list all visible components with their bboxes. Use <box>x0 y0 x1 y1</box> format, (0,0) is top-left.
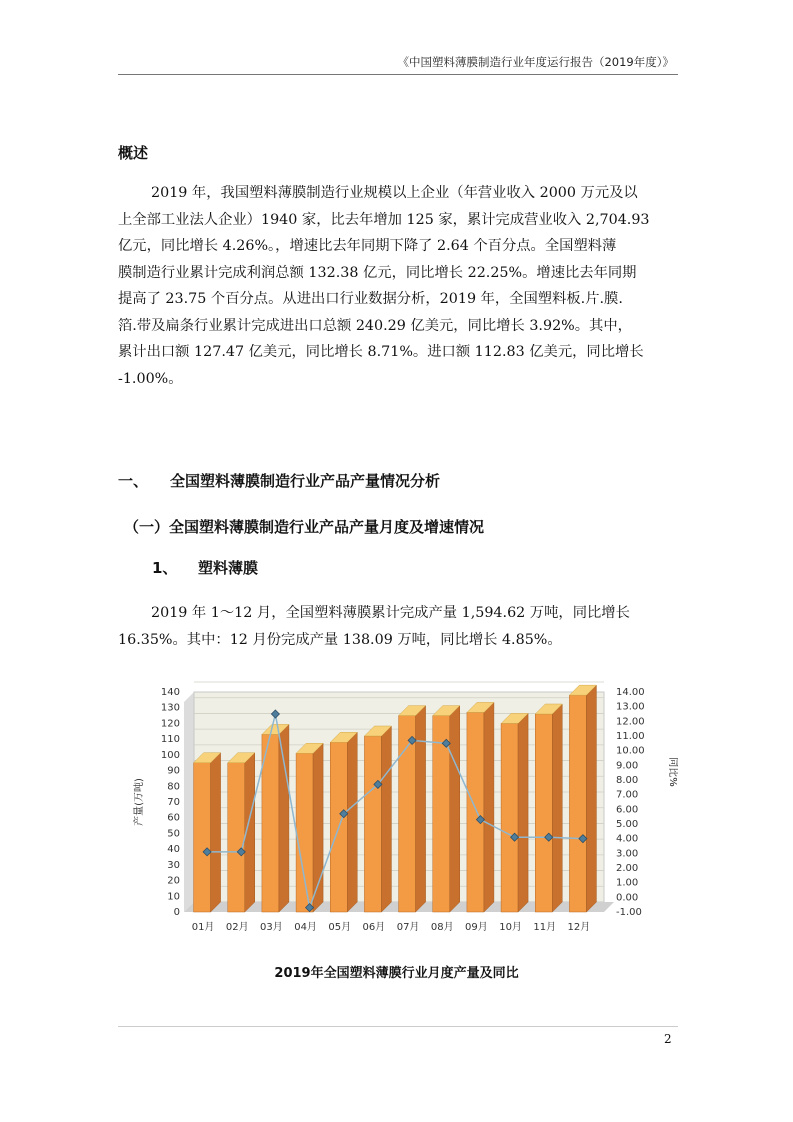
y-tick-label: 100 <box>160 749 180 761</box>
bar-side <box>552 704 562 912</box>
y2-tick-label: 2.00 <box>616 863 639 874</box>
y2-tick-label: 6.00 <box>616 804 639 816</box>
x-tick-label: 02月 <box>225 922 249 933</box>
section-title: 全国塑料薄膜制造行业产品产量情况分析 <box>170 472 441 490</box>
bar <box>228 763 245 912</box>
y-tick-label: 0 <box>173 907 180 918</box>
monthly-output-chart <box>118 680 678 942</box>
subsubsection-number: 1、 <box>152 559 178 577</box>
bar-side <box>586 685 596 912</box>
y-tick-label: 70 <box>167 797 180 808</box>
paragraph-line: 提高了 23.75 个百分点。从进出口行业数据分析，2019 年，全国塑料板.片.膜. <box>118 291 623 307</box>
y-tick-label: 20 <box>167 875 180 887</box>
y-axis-title: 产量(万吨) <box>134 778 145 826</box>
y-tick-label: 130 <box>160 702 180 714</box>
x-tick-label: 07月 <box>396 922 420 933</box>
overview-paragraph <box>118 180 678 392</box>
y2-tick-label: 10.00 <box>616 745 645 757</box>
paragraph-line: 2019 年 1～12 月，全国塑料薄膜累计完成产量 1,594.62 万吨，同比增长 <box>151 605 630 621</box>
y2-tick-label: 5.00 <box>616 819 639 830</box>
y2-tick-label: 7.00 <box>616 789 639 801</box>
y2-tick-label: -1.00 <box>616 907 642 918</box>
paragraph-line: 箔.带及扁条行业累计完成进出口总额 240.29 亿美元，同比增长 3.92%。其中， <box>118 317 632 334</box>
subsection-heading: （一）全国塑料薄膜制造行业产品产量月度及增速情况 <box>124 518 485 536</box>
x-tick-label: 06月 <box>362 922 386 933</box>
section-number: 一、 <box>118 472 149 490</box>
bar <box>535 714 552 912</box>
x-tick-label: 12月 <box>567 922 591 933</box>
paragraph-line: 16.35%。其中：12 月份完成产量 138.09 万吨，同比增长 4.85%。 <box>118 631 562 648</box>
overview-heading: 概述 <box>118 144 149 162</box>
y-tick-label: 40 <box>167 844 180 856</box>
x-tick-label: 09月 <box>465 922 488 933</box>
y2-tick-label: 12.00 <box>616 716 645 728</box>
paragraph-line: 亿元，同比增长 4.26%。，增速比去年同期下降了 2.64 个百分点。全国塑料薄 <box>118 238 617 254</box>
y2-tick-label: 1.00 <box>616 877 639 889</box>
header-title: 《中国塑料薄膜制造行业年度运行报告（2019年度）》 <box>397 55 674 69</box>
section-heading <box>118 470 440 491</box>
bar-side <box>313 743 323 912</box>
x-tick-label: 03月 <box>260 922 283 933</box>
bar <box>194 763 211 912</box>
x-tick-label: 11月 <box>533 922 557 933</box>
paragraph-line: 上全部工业法人企业）1940 家，比去年增加 125 家，累计完成营业收入 2,704.93 <box>118 211 650 228</box>
y-tick-label: 10 <box>167 891 180 903</box>
x-tick-label: 10月 <box>499 922 522 933</box>
x-tick-label: 01月 <box>191 922 215 933</box>
paragraph-line: -1.00%。 <box>118 370 183 387</box>
y-tick-label: 80 <box>167 781 180 793</box>
chart-left-wall <box>184 692 194 912</box>
bar-side <box>416 706 426 912</box>
bar-side <box>518 713 528 912</box>
y-tick-label: 90 <box>167 765 180 777</box>
bar <box>399 716 416 912</box>
paragraph-line: 膜制造行业累计完成利润总额 132.38 亿元，同比增长 22.25%。增速比去年同期 <box>118 264 637 281</box>
y-tick-label: 110 <box>160 734 180 746</box>
bar <box>569 695 586 912</box>
bar-side <box>381 726 391 912</box>
bar <box>467 712 484 912</box>
y2-tick-label: 8.00 <box>616 775 639 786</box>
y-tick-label: 50 <box>167 828 180 840</box>
y2-tick-label: 13.00 <box>616 701 645 713</box>
bar-side <box>484 702 494 912</box>
paragraph-line: 累计出口额 127.47 亿美元，同比增长 8.71%。进口额 112.83 亿美元，同比增长 <box>118 344 644 360</box>
y-tick-label: 140 <box>160 687 180 698</box>
x-tick-label: 04月 <box>294 922 317 933</box>
bar-side <box>347 732 357 912</box>
y2-tick-label: 14.00 <box>616 687 645 698</box>
bar-side <box>211 753 221 912</box>
bar <box>501 723 518 912</box>
bar <box>364 736 381 912</box>
y2-tick-label: 0.00 <box>616 892 639 904</box>
page-number: 2 <box>664 1032 672 1046</box>
subsubsection-heading <box>152 557 258 578</box>
y-tick-label: 30 <box>167 859 180 871</box>
bar <box>296 753 313 912</box>
y2-tick-label: 3.00 <box>616 848 639 860</box>
x-tick-label: 08月 <box>430 922 454 933</box>
y2-tick-label: 11.00 <box>616 731 645 742</box>
chart-caption: 2019年全国塑料薄膜行业月度产量及同比 <box>274 966 519 981</box>
y-tick-label: 120 <box>160 718 180 730</box>
bar-side <box>279 724 289 912</box>
y2-tick-label: 4.00 <box>616 833 639 845</box>
x-tick-label: 05月 <box>328 922 352 933</box>
subsubsection-title: 塑料薄膜 <box>198 559 259 577</box>
y2-tick-label: 9.00 <box>616 760 639 772</box>
page-header <box>118 40 678 75</box>
paragraph-line: 2019 年，我国塑料薄膜制造行业规模以上企业（年营业收入 2000 万元及以 <box>151 185 638 201</box>
footer-divider <box>118 1026 678 1027</box>
film-output-paragraph <box>118 600 678 653</box>
bar-side <box>450 706 460 912</box>
y-tick-label: 60 <box>167 812 180 824</box>
y2-axis-title: 同比% <box>667 757 678 787</box>
